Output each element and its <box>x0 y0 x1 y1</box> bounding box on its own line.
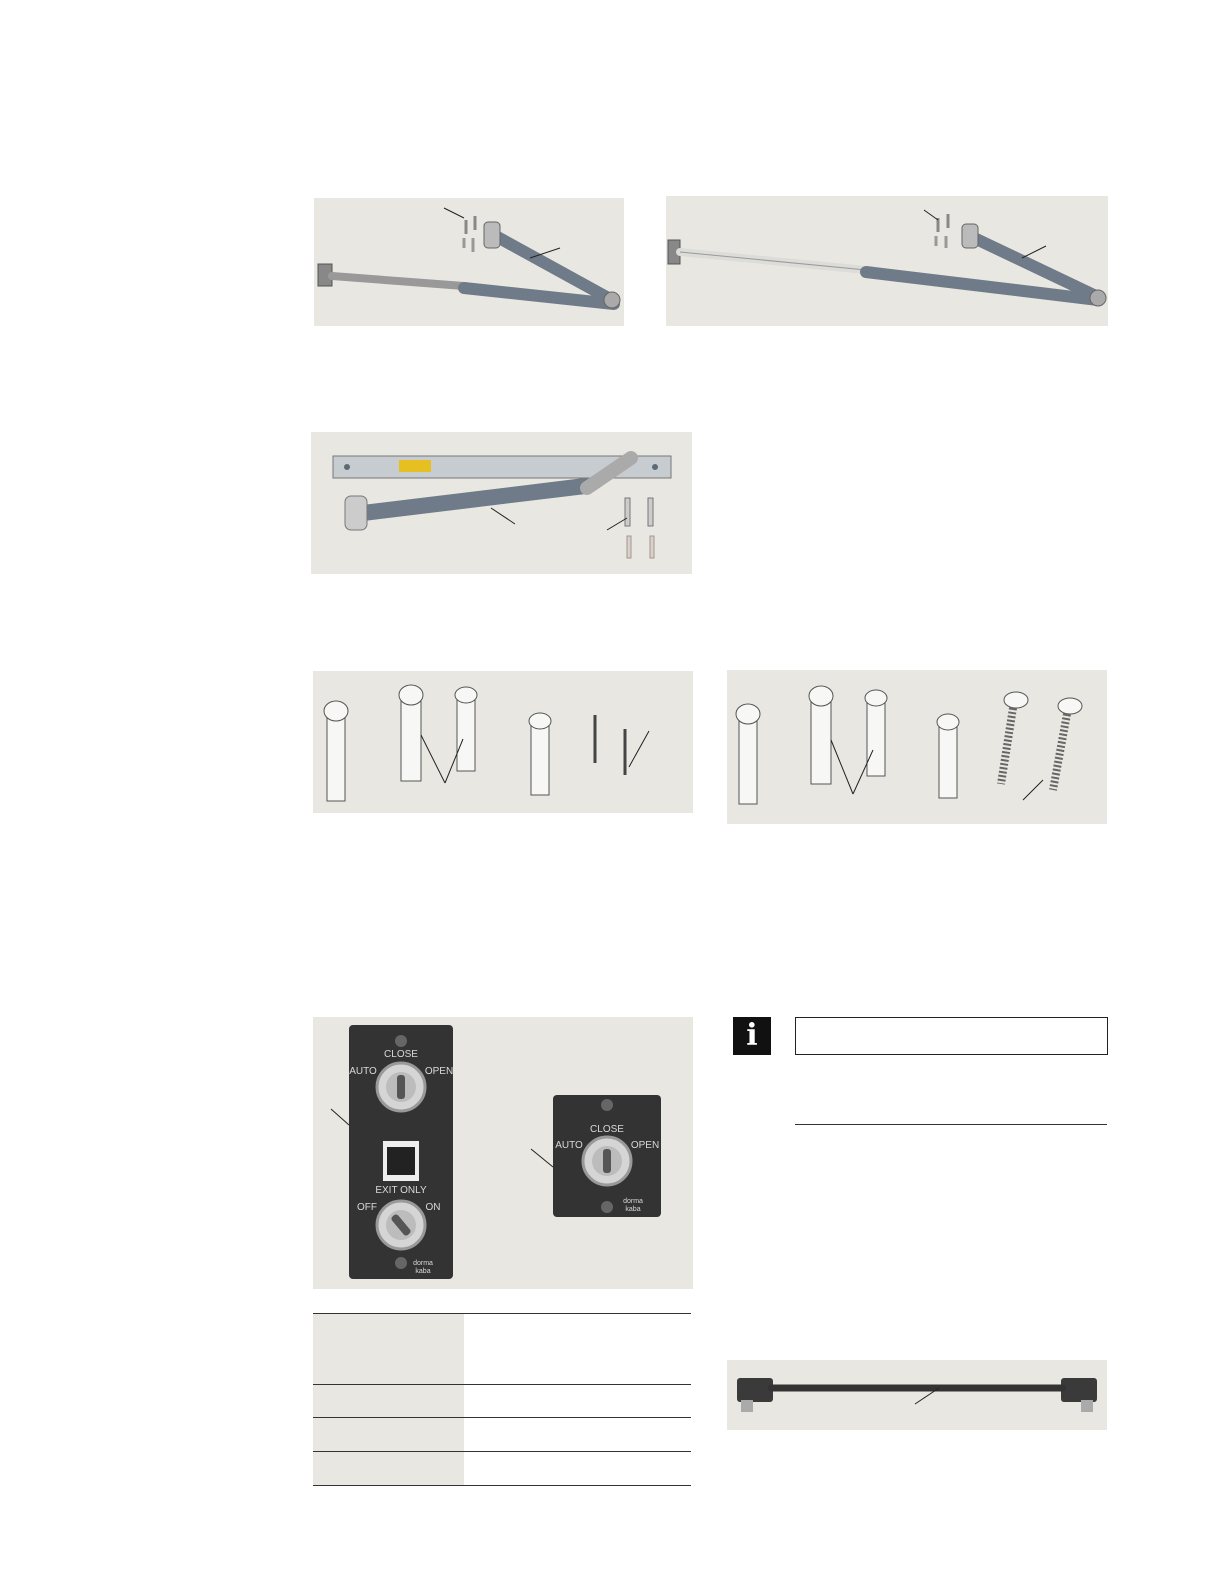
spec-table <box>313 1313 691 1486</box>
brand-logo-text: dorma <box>623 1198 643 1205</box>
panel-cable <box>727 1360 1107 1430</box>
divider <box>795 1124 1107 1125</box>
screw-set-icon <box>924 210 948 248</box>
panel-long-arm <box>666 196 1108 326</box>
label-off: OFF <box>357 1202 377 1213</box>
info-icon: i <box>733 1017 771 1055</box>
label-exit-only: EXIT ONLY <box>375 1185 427 1196</box>
table-row <box>313 1418 691 1452</box>
table-row <box>313 1314 691 1385</box>
panel-short-arm <box>314 198 624 326</box>
label-close: CLOSE <box>384 1049 418 1060</box>
label-auto: AUTO <box>555 1140 583 1151</box>
screw-set-icon <box>625 498 654 558</box>
label-close: CLOSE <box>590 1124 624 1135</box>
key-switch-large <box>349 1025 453 1279</box>
table-row <box>313 1452 691 1486</box>
label-auto: AUTO <box>349 1066 377 1077</box>
brand-logo-text: kaba <box>625 1206 641 1213</box>
panel-track-arm <box>311 432 692 574</box>
key-switch-small <box>553 1095 661 1217</box>
panel-fasteners-a <box>313 671 693 813</box>
screw-set-icon <box>444 208 475 252</box>
table-row <box>313 1385 691 1418</box>
label-on: ON <box>425 1202 441 1213</box>
brand-logo-text: kaba <box>415 1268 431 1275</box>
brand-logo-text: dorma <box>413 1260 433 1267</box>
label-open: OPEN <box>424 1066 454 1077</box>
label-open: OPEN <box>630 1140 660 1151</box>
panel-fasteners-b <box>727 670 1107 824</box>
info-box <box>795 1017 1108 1055</box>
panel-key-switches <box>313 1017 693 1289</box>
